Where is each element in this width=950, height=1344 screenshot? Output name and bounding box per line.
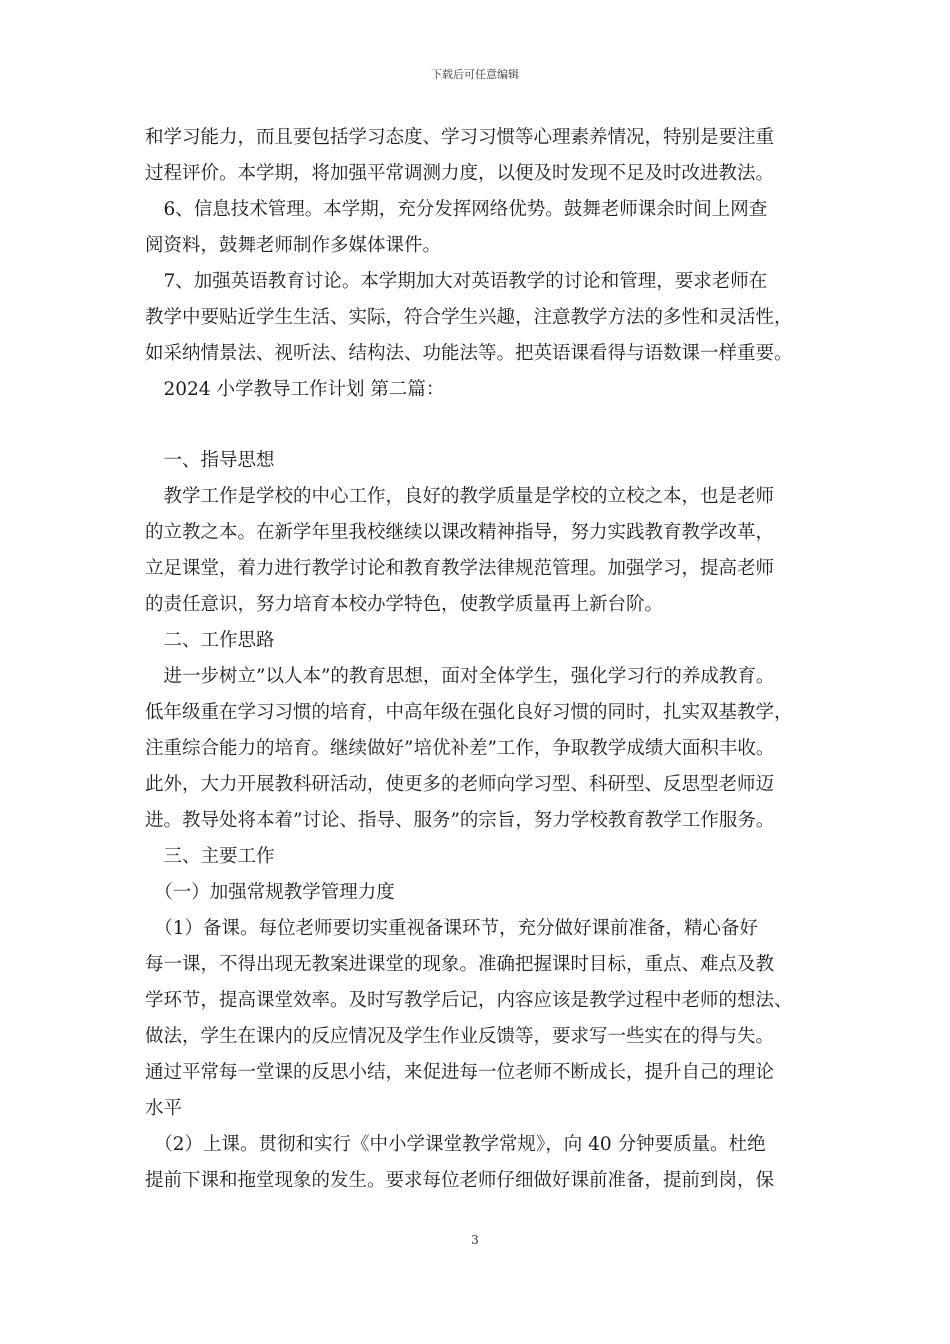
- body-line: 过程评价。本学期，将加强平常调测力度，以便及时发现不足及时改进教法。: [145, 163, 775, 184]
- section-heading: 二、工作思路: [145, 630, 275, 651]
- body-line: 进一步树立”以人本”的教育思想，面对全体学生，强化学习行的养成教育。: [145, 666, 775, 687]
- body-line: 通过平常每一堂课的反思小结，来促进每一位老师不断成长，提升自己的理论: [145, 1062, 775, 1083]
- body-line: 学环节，提高课堂效率。及时写教学后记，内容应该是教学过程中老师的想法、: [145, 990, 793, 1011]
- page-header: 下载后可任意编辑: [431, 68, 519, 81]
- section-heading: 一、指导思想: [145, 450, 275, 471]
- subsection-heading: （一）加强常规教学管理力度: [145, 882, 395, 903]
- body-line: 做法，学生在课内的反应情况及学生作业反馈等，要求写一些实在的得与失。: [145, 1026, 775, 1047]
- body-line: 提前下课和拖堂现象的发生。要求每位老师仔细做好课前准备，提前到岗，保: [145, 1170, 775, 1191]
- body-line: （2）上课。贯彻和实行《中小学课堂教学常规》，向 40 分钟要质量。杜绝: [145, 1134, 766, 1155]
- section-heading: 三、主要工作: [145, 846, 275, 867]
- body-line: （1）备课。每位老师要切实重视备课环节，充分做好课前准备，精心备好: [145, 918, 759, 939]
- body-line: 注重综合能力的培育。继续做好”培优补差”工作，争取教学成绩大面积丰收。: [145, 738, 775, 759]
- body-line: 教学中要贴近学生生活、实际，符合学生兴趣，注意教学方法的多性和灵活性，: [145, 307, 793, 328]
- body-line: 和学习能力，而且要包括学习态度、学习习惯等心理素养情况，特别是要注重: [145, 127, 775, 148]
- page-number: 3: [471, 1233, 479, 1247]
- body-line: 每一课，不得出现无教案进课堂的现象。准确把握课时目标，重点、难点及教: [145, 954, 775, 975]
- section-heading: 2024 小学教导工作计划 第二篇：: [145, 379, 445, 400]
- body-line: 阅资料，鼓舞老师制作多媒体课件。: [145, 235, 442, 256]
- body-line: 进。教导处将本着”讨论、指导、服务”的宗旨，努力学校教育教学工作服务。: [145, 810, 775, 831]
- body-line: 6、信息技术管理。本学期，充分发挥网络优势。鼓舞老师课余时间上网查: [145, 199, 768, 220]
- body-line: 此外，大力开展教科研活动，使更多的老师向学习型、科研型、反思型老师迈: [145, 774, 775, 795]
- body-line: 水平: [145, 1098, 183, 1119]
- body-line: 教学工作是学校的中心工作，良好的教学质量是学校的立校之本，也是老师: [145, 486, 775, 507]
- body-line: 7、加强英语教育讨论。本学期加大对英语教学的讨论和管理，要求老师在: [145, 271, 768, 292]
- body-line: 如采纳情景法、视听法、结构法、功能法等。把英语课看得与语数课一样重要。: [145, 343, 793, 364]
- body-line: 低年级重在学习习惯的培育，中高年级在强化良好习惯的同时，扎实双基教学，: [145, 702, 793, 723]
- body-line: 的责任意识，努力培育本校办学特色，使教学质量再上新台阶。: [145, 594, 664, 615]
- body-line: 立足课堂，着力进行教学讨论和教育教学法律规范管理。加强学习，提高老师: [145, 558, 775, 579]
- body-line: 的立教之本。在新学年里我校继续以课改精神指导，努力实践教育教学改革，: [145, 522, 775, 543]
